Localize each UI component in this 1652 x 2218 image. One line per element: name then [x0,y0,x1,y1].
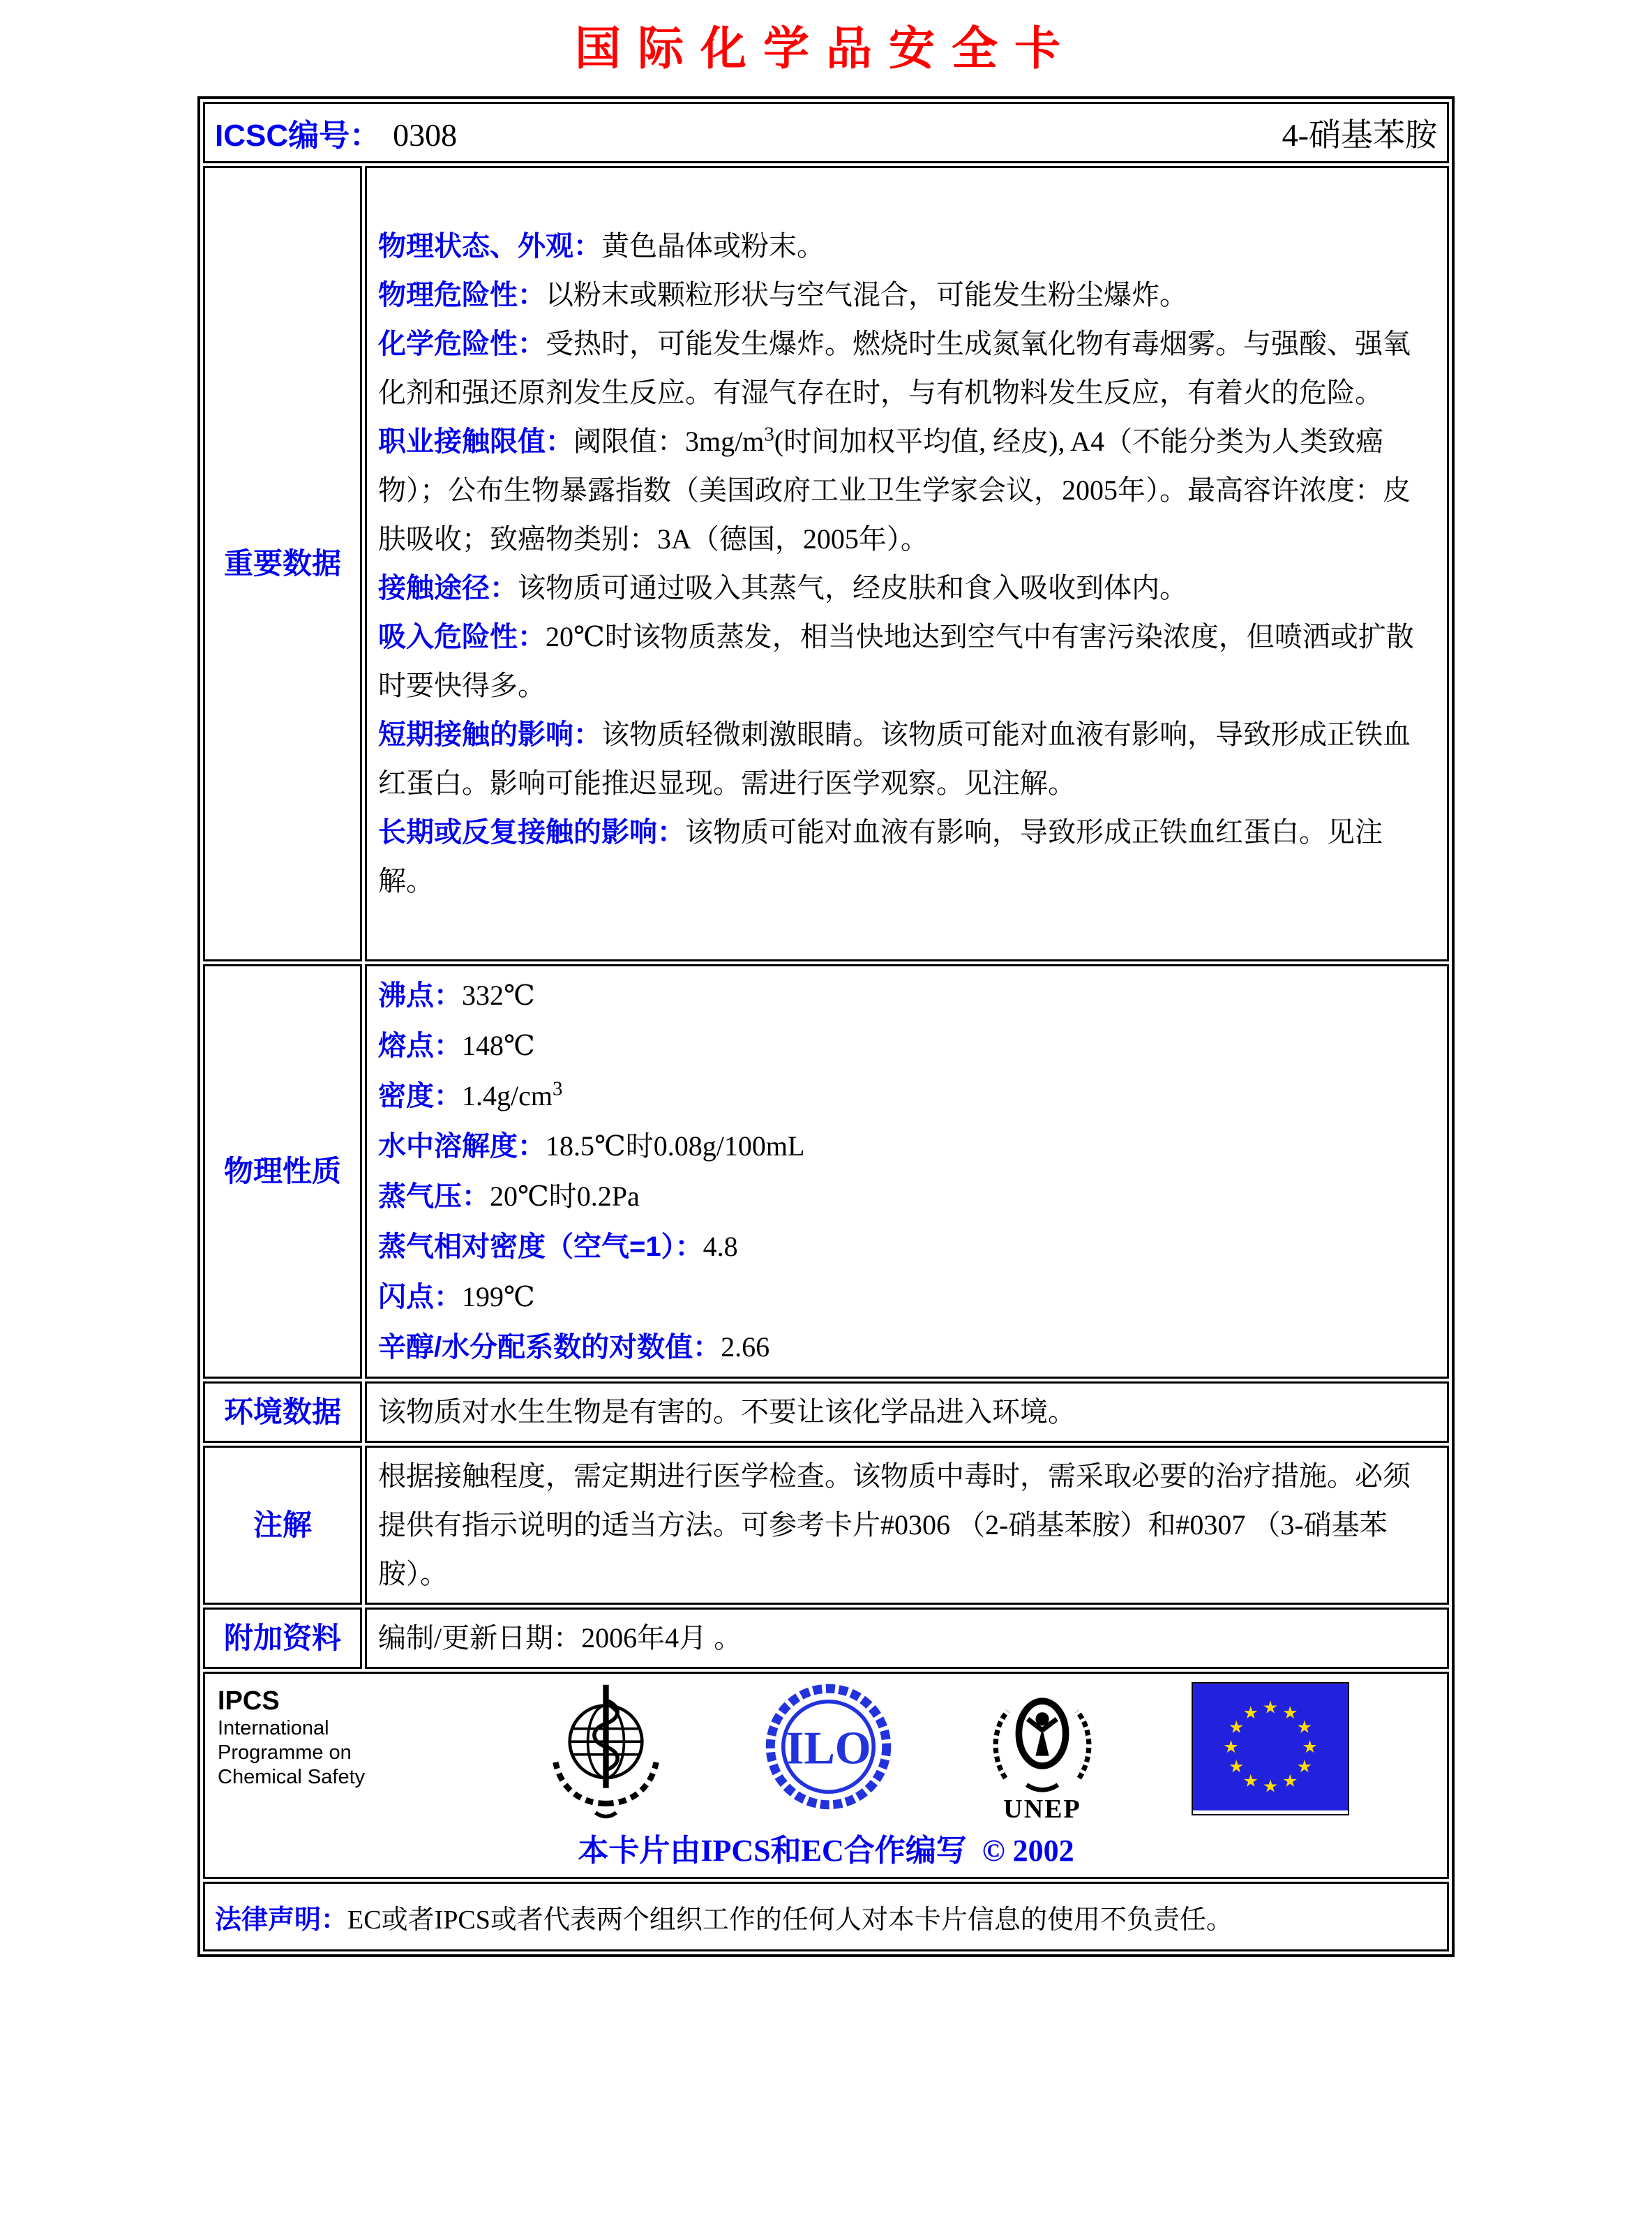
who-logo-icon [541,1682,670,1825]
property-label: 密度： [378,1081,462,1111]
important-data-row [203,166,1449,961]
icsc-number-label: ICSC编号： [215,119,381,153]
paragraph-label: 物理危险性： [378,280,546,310]
paragraph-text: 黄色晶体或粉末。 [601,230,825,262]
ilo-logo-text: ILO [786,1723,871,1774]
paragraph-physical-danger [378,271,1436,320]
legal-notice-label: 法律声明： [215,1905,348,1935]
property-label: 蒸气相对密度（空气=1）： [378,1231,703,1262]
property-label: 沸点： [378,980,462,1011]
page-title: 国际化学品安全卡 [575,22,1077,74]
paragraph-label: 化学危险性： [378,329,546,359]
property-water-solubility [378,1121,1436,1171]
property-value: 148℃ [462,1030,535,1061]
section-label-notes: 注解 [203,1446,362,1605]
paragraph-short-term-effects [378,710,1436,808]
property-partition-coefficient [378,1322,1436,1372]
property-label: 水中溶解度： [378,1131,546,1162]
paragraph-label: 长期或反复接触的影响： [378,817,685,848]
property-density [378,1071,1436,1121]
logos-row [203,1672,1449,1879]
property-value: 4.8 [703,1231,738,1262]
ipcs-line: Chemical Safety [218,1766,366,1788]
paragraph-label: 物理状态、外观： [378,231,601,262]
unep-logo-icon [986,1682,1098,1824]
property-value: 2.66 [721,1331,770,1363]
ipcs-line: Programme on [218,1741,352,1764]
legal-row [203,1882,1449,1951]
environmental-data-content: 该物质对水生生物是有害的。不要让该化学品进入环境。 [365,1381,1449,1443]
ipcs-wordmark [218,1682,448,1790]
property-label: 熔点： [378,1031,462,1061]
icsc-number-value: 0308 [393,117,458,153]
physical-properties-row [203,964,1449,1379]
paragraph-text: 受热时，可能发生爆炸。燃烧时生成氮氧化物有毒烟雾。与强酸、强氧化剂和强还原剂发生反应。有湿气存在时，与有机物料发生反应，有着火的危险。 [378,328,1411,408]
ilo-logo-icon [764,1682,893,1815]
property-value: 20℃时0.2Pa [490,1181,640,1212]
property-value: 18.5℃时0.08g/100mL [546,1130,805,1162]
property-label: 蒸气压： [378,1181,490,1212]
section-label-additional-info: 附加资料 [203,1608,362,1669]
paragraph-label: 接触途径： [378,573,518,604]
unep-logo-text: UNEP [1003,1794,1081,1824]
paragraph-text: 该物质轻微刺激眼睛。该物质可能对血液有影响，导致形成正铁血红蛋白。影响可能推迟显现。需进行医学观察。见注解。 [378,719,1411,799]
copyright: © 2002 [982,1834,1074,1868]
paragraph-text: 该物质可通过吸入其蒸气，经皮肤和食入吸收到体内。 [518,572,1187,604]
section-label-important-data: 重要数据 [203,166,362,961]
paragraph-label: 短期接触的影响： [378,719,601,750]
property-vapor-pressure [378,1171,1436,1222]
important-data-content [365,166,1449,961]
property-vapor-density [378,1222,1436,1272]
chemical-name: 4-硝基苯胺 [1282,117,1437,153]
ipcs-line: International [218,1717,329,1739]
ipcs-acronym: IPCS [218,1686,280,1716]
paragraph-occupational-limits [378,417,1436,564]
property-flash-point [378,1272,1436,1322]
property-label: 辛醇/水分配系数的对数值： [378,1332,721,1363]
property-value: 332℃ [462,980,535,1011]
credit-line: 本卡片由IPCS和EC合作编写 [578,1834,967,1868]
legal-notice-text: EC或者IPCS或者代表两个组织工作的任何人对本卡片信息的使用不负责任。 [347,1905,1233,1935]
paragraph-exposure-routes [378,564,1436,613]
paragraph-label: 吸入危险性： [378,622,546,652]
credit-line-row [205,1825,1447,1874]
paragraph-text: 该物质可能对血液有影响，导致形成正铁血红蛋白。见注解。 [378,816,1383,897]
property-value: $1.4g/cm^3$ [462,1077,563,1111]
environmental-data-row [203,1381,1449,1443]
additional-info-content: 编制/更新日期：2006年4月 。 [365,1608,1449,1669]
paragraph-chemical-danger [378,320,1436,417]
paragraph-physical-state [378,222,1436,271]
icsc-card-table [197,96,1455,1957]
paragraph-text: 阈限值：$3mg/m^3$(时间加权平均值, 经皮), A4（不能分类为人类致癌物）；公布生物暴露指数（美国政府工业卫生学家会议，2005年）。最高容许浓度：皮肤吸收；致癌物类别：3A（德国，2005年）。 [378,423,1411,555]
property-boiling-point [378,971,1436,1021]
property-value: 199℃ [462,1281,535,1312]
section-label-physical-properties: 物理性质 [203,964,362,1379]
physical-properties-content [365,964,1449,1379]
paragraph-text: 以粉末或颗粒形状与空气混合，可能发生粉尘爆炸。 [546,279,1187,310]
additional-info-row [203,1608,1449,1669]
icsc-number-group [215,110,457,155]
notes-row [203,1446,1449,1605]
header-row [203,102,1449,163]
notes-content: 根据接触程度，需定期进行医学检查。该物质中毒时，需采取必要的治疗措施。必须提供有指示说明的适当方法。可参考卡片#0306 （2-硝基苯胺）和#0307 （3-硝基苯胺）。 [365,1446,1449,1605]
property-melting-point [378,1021,1436,1071]
eu-flag-icon [1192,1682,1349,1815]
property-label: 闪点： [378,1282,462,1312]
paragraph-inhalation-risk [378,613,1436,710]
paragraph-long-term-effects [378,808,1436,906]
section-label-environmental-data: 环境数据 [203,1381,362,1443]
paragraph-label: 职业接触限值： [378,426,573,457]
paragraph-text: 20℃时该物质蒸发，相当快地达到空气中有害污染浓度，但喷洒或扩散时要快得多。 [378,621,1414,701]
